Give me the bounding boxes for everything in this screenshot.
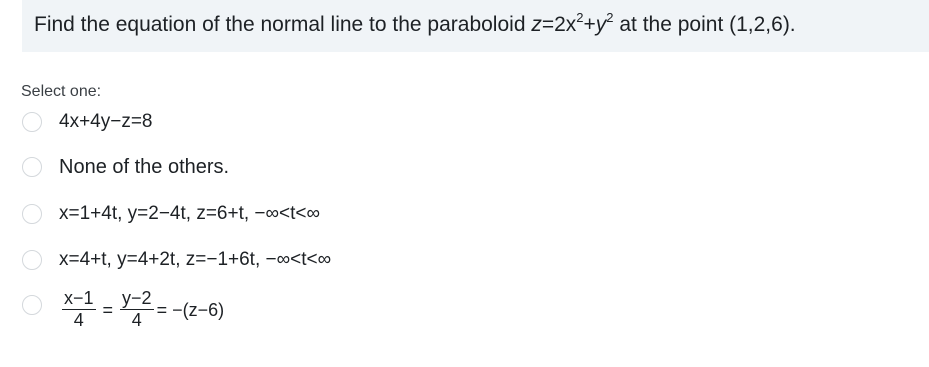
question-formula: $z=2x^2+y^2$ xyxy=(531,10,614,36)
fraction-numerator: y−2 xyxy=(122,288,152,308)
answer-option-label[interactable]: x=4+t, y=4+2t, z=−1+6t, −∞<t<∞ xyxy=(59,249,332,270)
equation-rest: = −(z−6) xyxy=(156,299,225,320)
question-box xyxy=(22,0,929,52)
answer-option-label[interactable]: 4x+4y−z=8 xyxy=(59,111,153,132)
radio-button[interactable] xyxy=(22,295,42,315)
fraction-x xyxy=(62,288,96,331)
answer-option-e[interactable] xyxy=(22,288,225,330)
fraction-denominator: 4 xyxy=(131,310,142,330)
question-suffix: at the point (1,2,6). xyxy=(613,13,796,36)
answer-option-label[interactable]: x=1+4t, y=2−4t, z=6+t, −∞<t<∞ xyxy=(59,203,321,224)
answer-option-label[interactable] xyxy=(59,288,224,331)
radio-button[interactable] xyxy=(22,157,42,177)
answer-option-d[interactable] xyxy=(22,247,332,273)
fraction-y xyxy=(120,288,154,331)
fraction-denominator: 4 xyxy=(73,310,84,330)
answer-option-a[interactable] xyxy=(22,109,153,135)
radio-button[interactable] xyxy=(22,112,42,132)
equals-sign: = xyxy=(102,299,114,320)
question-text xyxy=(34,12,796,38)
answer-option-c[interactable] xyxy=(22,201,321,227)
answer-option-b[interactable] xyxy=(22,154,230,180)
select-one-label: Select one: xyxy=(21,83,102,100)
fraction-numerator: x−1 xyxy=(64,288,94,308)
question-prefix: Find the equation of the normal line to the paraboloid xyxy=(34,13,532,36)
radio-button[interactable] xyxy=(22,204,42,224)
radio-button[interactable] xyxy=(22,250,42,270)
answer-option-label[interactable]: None of the others. xyxy=(59,156,230,178)
